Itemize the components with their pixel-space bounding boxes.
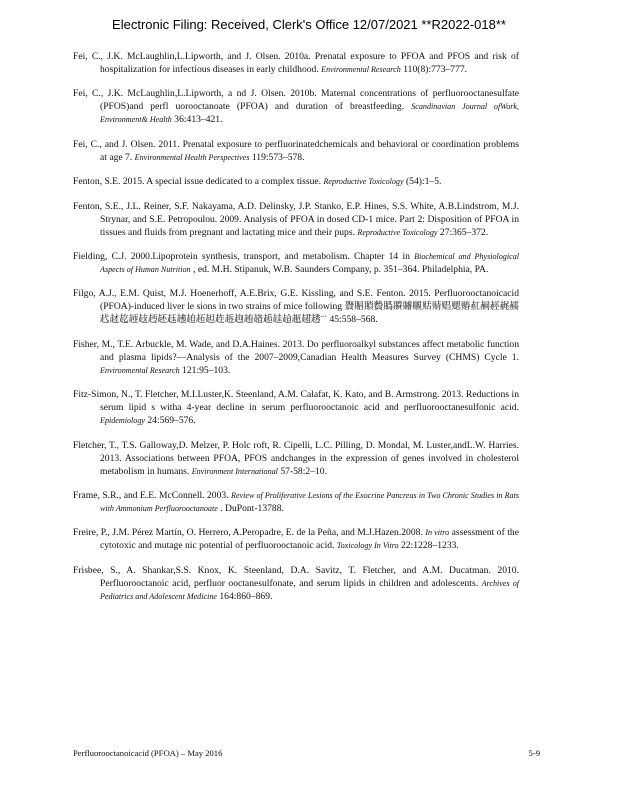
reference-text: Fei, C., J.K. McLaughlin,L.Lipworth, a nd J. Olsen. 2010b. Maternal concentrations of perfluorooctanesulfate (PFOS)and perfl uorooctanoate (PFOA) and duration of breastfeeding. — [73, 88, 519, 113]
reference-entry — [73, 287, 519, 326]
reference-text: Filgo, A.J., E.M. Quist, M.J. Hoenerhoff, A.E.Brix, G.E. Kissling, and S.E. Fenton. 2015. Perfluorooctanoicacid (PFOA)-induced liver le sions in two strains of mice following 䞄䞅䞆䞇䞈䞉䞊䞋䞌䞍䞎䞏䞐䞑䞒䞓䞔䞕䞖䞗䞘䞙䞚䞛䞜䞝䞞䞟䞠䞡䞢䞣䞤䞥䞦䞧䞨䞩䞪䞫䞬¨` — [73, 288, 519, 326]
page-number: 5-9 — [528, 748, 540, 758]
reference-tail: 45:558–568. — [329, 314, 378, 326]
reference-entry — [73, 489, 519, 515]
reference-journal: Environmental Health Perspectives — [134, 152, 250, 162]
reference-journal: In vitro — [425, 528, 450, 538]
reference-tail: (54):1–5. — [405, 176, 442, 188]
reference-journal: Scandinavian Journal ofWork, Environment& Health — [100, 102, 520, 125]
reference-journal: Biochemical and Physiological Aspects of Human Nutrition — [100, 251, 519, 274]
reference-entry — [73, 87, 519, 126]
footer-document-title: Perfluorooctanoicacid (PFOA) – May 2016 — [73, 748, 223, 758]
reference-text: Frisbee, S., A. Shankar,S.S. Knox, K. Steenland, D.A. Savitz, T. Fletcher, and A.M. Ducatman. 2010. Perfluorooctanoic acid, perfluor ooctanesulfonate, and serum lipids in children and adolescents. — [73, 564, 519, 589]
reference-text: Freire, P., J.M. Pérez Martín, O. Herrero, A.Peropadre, E. de la Peña, and M.J.Hazen.2008. — [73, 527, 423, 539]
reference-entry — [73, 50, 519, 76]
reference-text: Fei, C., J.K. McLaughlin,L.Lipworth, and J. Olsen. 2010a. Prenatal exposure to PFOA and PFOS and risk of hospitalization for infectious diseases in early childhood. — [73, 51, 519, 75]
reference-journal: Epidemiology — [100, 416, 145, 426]
reference-entry — [73, 526, 519, 552]
reference-journal: Review of Proliferative Lesions of the Exocrine Pancreas in Two Chronic Studies in Rats with Ammonium Perfluorooctanoate — [100, 490, 519, 513]
reference-text: Fitz-Simon, N., T. Fletcher, M.I.Luster,K. Steenland, A.M. Calafat, K. Kato, and B. Armstrong. 2013. Reductions in serum lipid s witha 4-year decline in serum perfluorooctanoic acid and perfluorooctanesulfonic acid. — [73, 389, 519, 414]
reference-entry — [73, 338, 519, 377]
reference-tail: , ed. M.H. Stipanuk, W.B. Saunders Company, p. 351–364. Philadelphia, PA. — [193, 263, 489, 275]
reference-journal: Archives of Pediatrics and Adolescent Medicine — [100, 578, 520, 601]
reference-entry — [73, 138, 519, 164]
reference-journal: Environmental Research — [321, 65, 401, 74]
reference-list — [73, 50, 519, 614]
reference-text: Fei, C., and J. Olsen. 2011. Prenatal exposure to perfluorinatedchemicals and behavioral or coordination problems at age 7. — [73, 138, 519, 163]
reference-text: Fenton, S.E., J.L. Reiner, S.F. Nakayama, A.D. Delinsky, J.P. Stanko, E.P. Hines, S.S. White, A.B.Lindstrom, M.J. Strynar, and S.E. Petropoulou. 2009. Analysis of PFOA in dosed CD-1 mice. Part 2: Disposition of PFOA in tissues and fluids from pregnant and lactating mice and their pups. — [73, 200, 519, 238]
reference-journal: Reproductive Toxicology — [357, 227, 438, 237]
reference-tail: 110(8):773–777. — [403, 64, 468, 75]
reference-journal: Environmental Research — [100, 365, 180, 375]
reference-tail: 57-58:2–10. — [280, 465, 327, 477]
reference-tail: assessment of the cytotoxic and mutage nic potential of perfluorooctanoic acid. — [100, 527, 519, 552]
reference-tail: 24:569–576. — [147, 415, 196, 427]
reference-journal: Toxicology In Vitro — [336, 541, 399, 551]
reference-tail: 164:860–869. — [219, 590, 273, 602]
reference-entry — [73, 564, 519, 603]
reference-tail: 36:413–421. — [174, 114, 223, 126]
reference-tail: . DuPont-13788. — [220, 502, 284, 514]
reference-tail: 22:1228–1233. — [401, 540, 459, 552]
reference-tail: 121:95–103. — [182, 364, 231, 376]
reference-text: Fielding, C.J. 2000.Lipoprotein synthesis, transport, and metabolism. Chapter 14 in — [73, 250, 410, 262]
reference-entry — [73, 439, 519, 478]
reference-text: Frame, S.R., and E.E. McConnell. 2003. — [73, 489, 229, 501]
reference-entry — [73, 250, 519, 276]
reference-entry — [73, 388, 519, 427]
reference-journal: Environment International — [191, 466, 278, 476]
reference-text: Fletcher, T., T.S. Galloway,D. Melzer, P. Holc roft, R. Cipelli, L.C. Pilling, D. Mondal, M. Luster,andL.W. Harries. 2013. Associations between PFOA, PFOS andchanges in the expression of genes involved in cholesterol metabolism in humans. — [73, 439, 519, 477]
reference-text: Fisher, M., T.E. Arbuckle, M. Wade, and D.A.Haines. 2013. Do perfluoroalkyl substances affect metabolic function and plasma lipids?—Analysis of the 2007–2009,Canadian Health Measures Survey (CHMS) Cycle 1. — [73, 338, 519, 363]
reference-journal: Reproductive Toxicology — [323, 177, 404, 187]
reference-tail: 119:573–578. — [251, 151, 305, 163]
filing-stamp-header: Electronic Filing: Received, Clerk's Office 12/07/2021 **R2022-018** — [112, 17, 506, 32]
reference-entry — [73, 175, 519, 188]
reference-tail: 27:365–372. — [439, 226, 489, 238]
reference-text: Fenton, S.E. 2015. A special issue dedicated to a complex tissue. — [73, 176, 322, 188]
reference-entry — [73, 200, 519, 239]
